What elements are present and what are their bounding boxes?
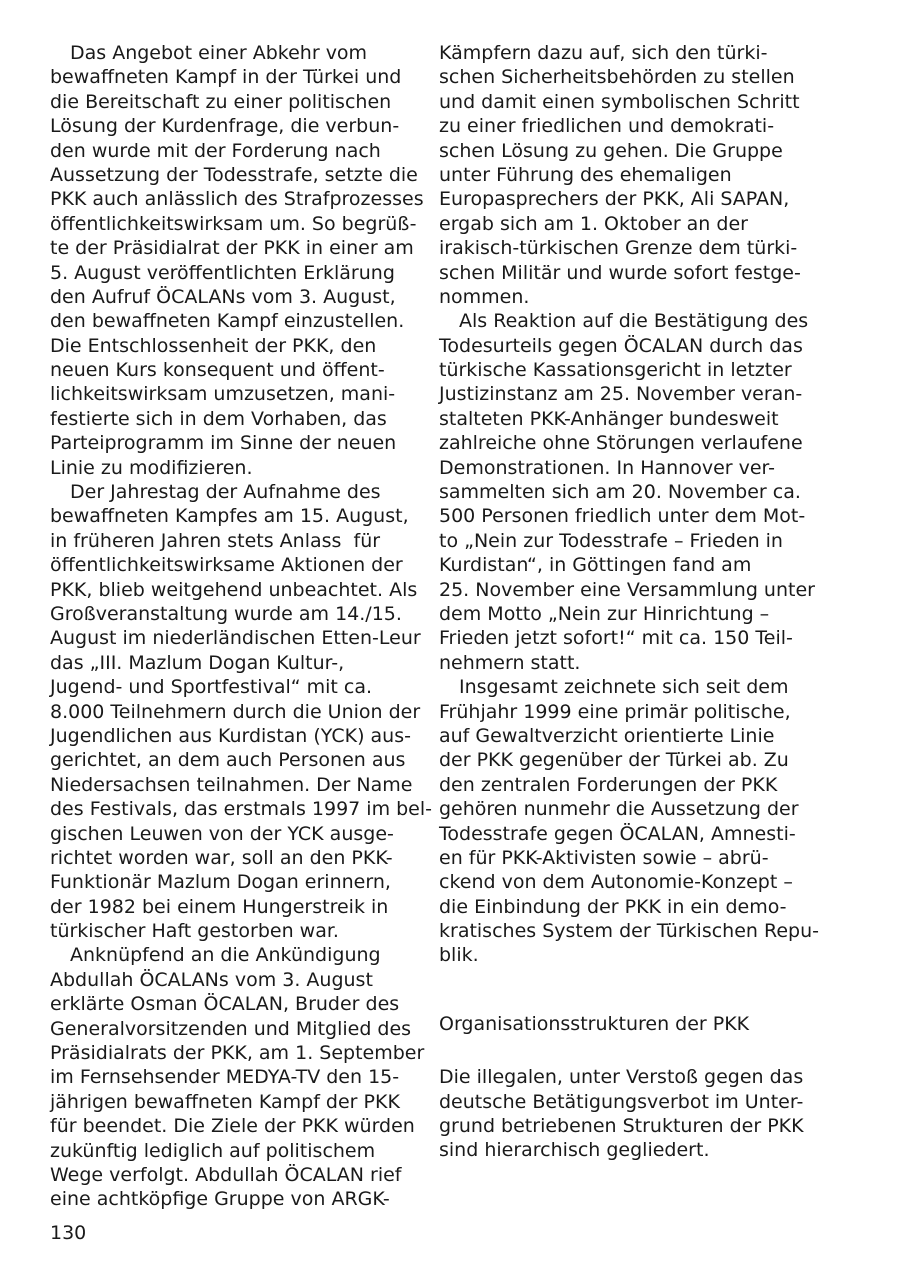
text-line: schen Militär und wurde sofort festge-	[439, 261, 801, 284]
text-line: öffentlichkeitswirksame Aktionen der	[50, 554, 403, 577]
text-line: Todesstrafe gegen ÖCALAN, Amnesti-	[439, 822, 796, 845]
text-line: jährigen bewaffneten Kampf der PKK	[50, 1090, 400, 1113]
text-line: Als Reaktion auf die Bestätigung des	[459, 310, 809, 333]
text-line: Die Entschlossenheit der PKK, den	[50, 334, 377, 357]
paragraph	[439, 675, 819, 968]
text-line: Aussetzung der Todesstrafe, setzte die	[50, 163, 418, 186]
text-line: schen Lösung zu gehen. Die Gruppe	[439, 139, 783, 162]
text-line: den bewaffneten Kampf einzustellen.	[50, 310, 405, 333]
paragraph	[439, 41, 799, 309]
text-line: Anknüpfend an die Ankündigung	[70, 944, 381, 967]
section-spacer	[439, 968, 799, 1012]
text-line: gerichtet, an dem auch Personen aus	[50, 749, 406, 772]
page-number: 130	[50, 1222, 87, 1244]
text-line: auf Gewaltverzicht orientierte Linie	[439, 724, 775, 747]
text-line: Abdullah ÖCALANs vom 3. August	[50, 968, 373, 991]
text-line: unter Führung des ehemaligen	[439, 163, 732, 186]
text-line: Funktionär Mazlum Dogan erinnern,	[50, 871, 391, 894]
text-line: die Bereitschaft zu einer politischen	[50, 90, 392, 113]
text-line: nehmern statt.	[439, 651, 581, 674]
text-line: zukünftig lediglich auf politischem	[50, 1139, 376, 1162]
text-line: 500 Personen friedlich unter dem Mot-	[439, 505, 806, 528]
section-paragraph	[439, 1065, 804, 1163]
text-line: der PKK gegenüber der Türkei ab. Zu	[439, 749, 789, 772]
text-line: sind hierarchisch gegliedert.	[439, 1139, 710, 1162]
text-line: 25. November eine Versammlung unter	[439, 578, 815, 601]
text-line: eine achtköpfige Gruppe von ARGK-	[50, 1188, 390, 1211]
text-line: dem Motto „Nein zur Hinrichtung –	[439, 602, 770, 625]
text-line: Linie zu modifizieren.	[50, 456, 253, 479]
text-line: den wurde mit der Forderung nach	[50, 139, 381, 162]
text-line: blik.	[439, 944, 479, 967]
section-spacer	[439, 1036, 799, 1065]
text-line: Wege verfolgt. Abdullah ÖCALAN rief	[50, 1163, 402, 1186]
text-line: PKK, blieb weitgehend unbeachtet. Als	[50, 578, 418, 601]
text-line: Die illegalen, unter Verstoß gegen das	[439, 1066, 804, 1089]
text-line: die Einbindung der PKK in ein demo-	[439, 895, 787, 918]
text-line: erklärte Osman ÖCALAN, Bruder des	[50, 993, 400, 1016]
text-line: Todesurteils gegen ÖCALAN durch das	[439, 334, 803, 357]
text-line: Frieden jetzt sofort!“ mit ca. 150 Teil-	[439, 627, 793, 650]
text-line: den Aufruf ÖCALANs vom 3. August,	[50, 285, 396, 308]
text-line: ckend von dem Autonomie-Konzept –	[439, 871, 793, 894]
text-line: nommen.	[439, 285, 530, 308]
text-line: den zentralen Forderungen der PKK	[439, 773, 778, 796]
text-line: neuen Kurs konsequent und öffent-	[50, 359, 385, 382]
text-line: Jugend- und Sportfestival“ mit ca.	[50, 676, 373, 699]
text-line: Jugendlichen aus Kurdistan (YCK) aus-	[50, 724, 411, 747]
left-column	[50, 41, 433, 1212]
text-line: irakisch-türkischen Grenze dem türki-	[439, 237, 798, 260]
text-line: das „III. Mazlum Dogan Kultur-,	[50, 651, 345, 674]
text-line: und damit einen symbolischen Schritt	[439, 90, 800, 113]
paragraph	[50, 943, 425, 1211]
text-line: 5. August veröffentlichten Erklärung	[50, 261, 395, 284]
text-line: öffentlichkeitswirksam um. So begrüß-	[50, 212, 417, 235]
text-line: Europasprechers der PKK, Ali SAPAN,	[439, 188, 790, 211]
text-line: PKK auch anlässlich des Strafprozesses	[50, 188, 424, 211]
text-line: Parteiprogramm im Sinne der neuen	[50, 432, 397, 455]
text-line: Demonstrationen. In Hannover ver-	[439, 456, 775, 479]
text-line: lichkeitswirksam umzusetzen, mani-	[50, 383, 396, 406]
text-line: Der Jahrestag der Aufnahme des	[70, 481, 381, 504]
text-line: gehören nunmehr die Aussetzung der	[439, 798, 799, 821]
text-line: Generalvorsitzenden und Mitglied des	[50, 1017, 412, 1040]
text-line: Großveranstaltung wurde am 14./15.	[50, 602, 402, 625]
text-line: gischen Leuwen von der YCK ausge-	[50, 822, 394, 845]
text-line: Frühjahr 1999 eine primär politische,	[439, 700, 791, 723]
text-line: en für PKK-Aktivisten sowie – abrü-	[439, 846, 769, 869]
text-line: sammelten sich am 20. November ca.	[439, 481, 801, 504]
text-line: in früheren Jahren stets Anlass für	[50, 529, 381, 552]
text-line: ergab sich am 1. Oktober an der	[439, 212, 748, 235]
text-line: der 1982 bei einem Hungerstreik in	[50, 895, 389, 918]
text-line: für beendet. Die Ziele der PKK würden	[50, 1115, 415, 1138]
text-line: zahlreiche ohne Störungen verlaufene	[439, 432, 803, 455]
text-line: bewaffneten Kampf in der Türkei und	[50, 66, 402, 89]
right-column	[439, 41, 819, 1163]
text-line: zu einer friedlichen und demokrati-	[439, 115, 775, 138]
text-line: grund betriebenen Strukturen der PKK	[439, 1115, 804, 1138]
text-line: türkischer Haft gestorben war.	[50, 920, 339, 943]
text-line: stalteten PKK-Anhänger bundesweit	[439, 407, 779, 430]
text-line: August im niederländischen Etten-Leur	[50, 627, 421, 650]
text-line: festierte sich in dem Vorhaben, das	[50, 407, 387, 430]
section-heading: Organisationsstrukturen der PKK	[439, 1012, 750, 1035]
text-line: Kurdistan“, in Göttingen fand am	[439, 554, 752, 577]
text-line: Justizinstanz am 25. November veran-	[439, 383, 803, 406]
text-line: to „Nein zur Todesstrafe – Frieden in	[439, 529, 783, 552]
text-line: Lösung der Kurdenfrage, die verbun-	[50, 115, 400, 138]
text-line: kratisches System der Türkischen Repu-	[439, 920, 819, 943]
text-line: Insgesamt zeichnete sich seit dem	[459, 676, 789, 699]
text-line: Präsidialrats der PKK, am 1. September	[50, 1042, 425, 1065]
text-line: schen Sicherheitsbehörden zu stellen	[439, 66, 795, 89]
text-line: deutsche Betätigungsverbot im Unter-	[439, 1090, 804, 1113]
text-line: Das Angebot einer Abkehr vom	[70, 42, 368, 64]
text-line: richtet worden war, soll an den PKK-	[50, 846, 393, 869]
text-line: des Festivals, das erstmals 1997 im bel-	[50, 798, 433, 821]
text-line: 8.000 Teilnehmern durch die Union der	[50, 700, 421, 723]
text-line: im Fernsehsender MEDYA-TV den 15-	[50, 1066, 400, 1089]
text-line: Kämpfern dazu auf, sich den türki-	[439, 42, 768, 64]
paragraph	[50, 480, 433, 943]
text-line: türkische Kassationsgericht in letzter	[439, 359, 792, 382]
text-line: te der Präsidialrat der PKK in einer am	[50, 237, 414, 260]
paragraph	[50, 41, 424, 480]
text-line: Niedersachsen teilnahmen. Der Name	[50, 773, 413, 796]
text-line: bewaffneten Kampfes am 15. August,	[50, 505, 409, 528]
paragraph	[439, 309, 815, 675]
